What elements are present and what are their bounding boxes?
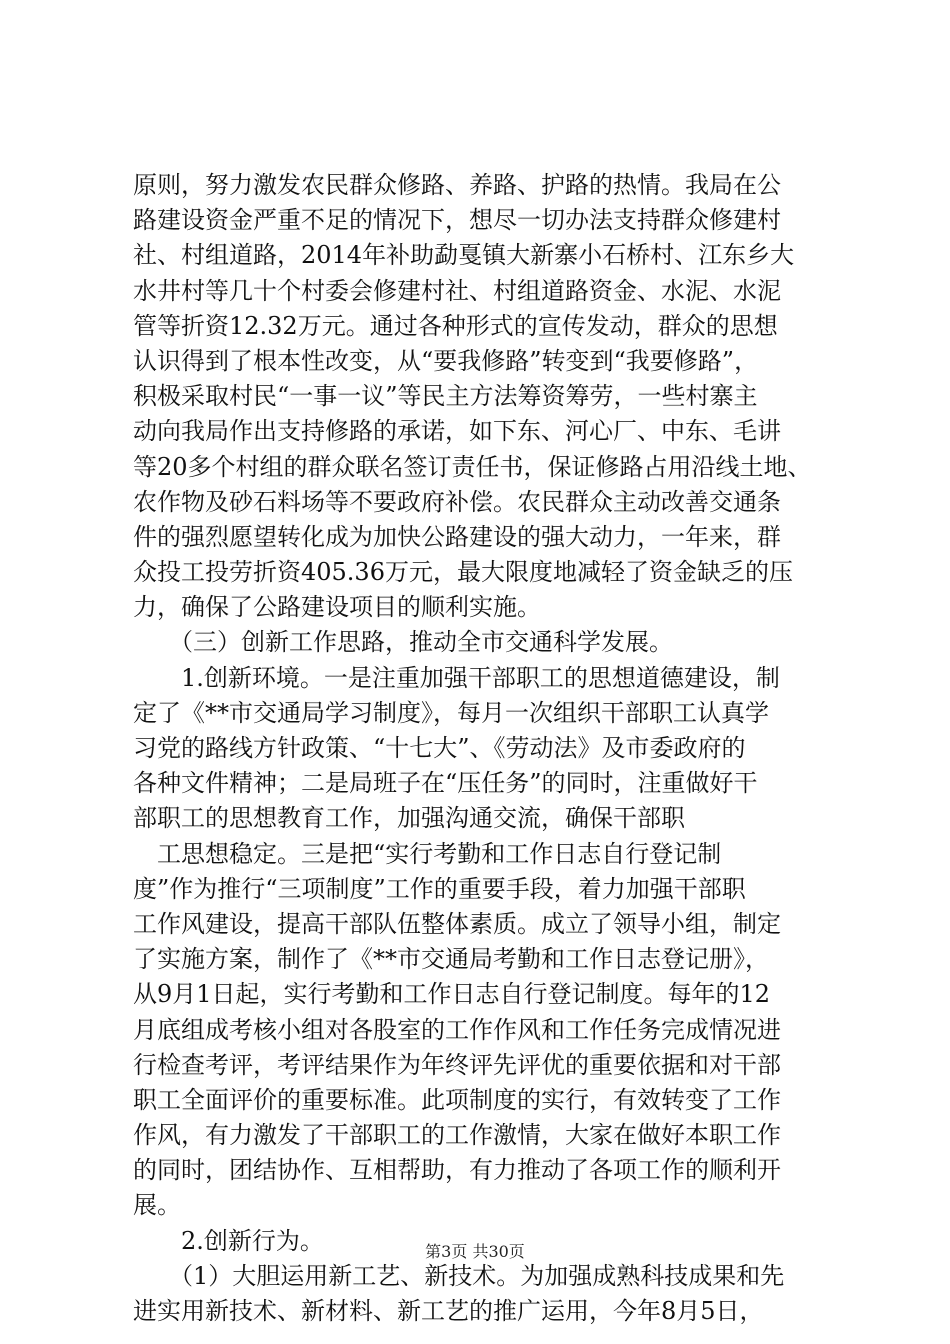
text-line: 工作风建设，提高干部队伍整体素质。成立了领导小组，制定 <box>133 909 781 938</box>
text-line: 职工全面评价的重要标准。此项制度的实行，有效转变了工作 <box>133 1085 781 1114</box>
page-number-footer: 第3页 共30页 <box>425 1242 525 1261</box>
text-line: 从9月1日起，实行考勤和工作日志自行登记制度。每年的12 <box>133 980 771 1009</box>
body-text <box>133 168 833 1329</box>
text-line: 水井村等几十个村委会修建村社、村组道路资金、水泥、水泥 <box>133 276 781 305</box>
text-line: 动向我局作出支持修路的承诺，如下东、河心厂、中东、毛讲 <box>133 417 781 446</box>
text-line: 管等折资12.32万元。通过各种形式的宣传发动，群众的思想 <box>133 311 778 340</box>
text-line: 认识得到了根本性改变，从“要我修路”转变到“我要修路”， <box>133 346 759 375</box>
text-line: 习党的路线方针政策、“十七大”、《劳动法》及市委政府的 <box>133 734 746 762</box>
text-line: 行检查考评，考评结果作为年终评先评优的重要依据和对干部 <box>133 1050 781 1079</box>
text-line: 月底组成考核小组对各股室的工作作风和工作任务完成情况进 <box>133 1015 781 1044</box>
text-line: 展。 <box>133 1191 181 1220</box>
text-line: 社、村组道路，2014年补助勐戛镇大新寨小石桥村、江东乡大 <box>133 241 795 270</box>
text-line: 的同时，团结协作、互相帮助，有力推动了各项工作的顺利开 <box>133 1156 781 1185</box>
text-line: （1）大胆运用新工艺、新技术。为加强成熟科技成果和先 <box>133 1261 785 1290</box>
text-line: 工思想稳定。三是把“实行考勤和工作日志自行登记制 <box>133 839 722 868</box>
text-line: 路建设资金严重不足的情况下，想尽一切办法支持群众修建村 <box>133 206 781 235</box>
text-line: 等20多个村组的群众联名签订责任书，保证修路占用沿线土地、 <box>133 452 812 481</box>
text-line: 农作物及砂石料场等不要政府补偿。农民群众主动改善交通条 <box>133 487 781 516</box>
text-line: 了实施方案，制作了《**市交通局考勤和工作日志登记册》， <box>133 945 769 974</box>
text-line: 积极采取村民“一事一议”等民主方法筹资筹劳，一些村寨主 <box>133 382 758 411</box>
text-line: 度”作为推行“三项制度”工作的重要手段，着力加强干部职 <box>133 874 746 903</box>
text-line: 2.创新行为。 <box>133 1226 324 1255</box>
text-line: 定了《**市交通局学习制度》，每月一次组织干部职工认真学 <box>133 698 769 727</box>
text-line: 进实用新技术、新材料、新工艺的推广运用，今年8月5日， <box>133 1297 764 1325</box>
text-line: 作风，有力激发了干部职工的工作激情，大家在做好本职工作 <box>133 1121 781 1150</box>
text-line: 1.创新环境。一是注重加强干部职工的思想道德建设，制 <box>133 663 780 692</box>
text-line: 件的强烈愿望转化成为加快公路建设的强大动力，一年来，群 <box>133 522 781 551</box>
text-line: 原则，努力激发农民群众修路、养路、护路的热情。我局在公 <box>133 171 781 199</box>
text-line: 部职工的思想教育工作，加强沟通交流，确保干部职 <box>133 804 685 833</box>
text-line: 各种文件精神；二是局班子在“压任务”的同时，注重做好干 <box>133 769 758 798</box>
text-line: 众投工投劳折资405.36万元，最大限度地减轻了资金缺乏的压 <box>133 558 793 587</box>
text-line: （三）创新工作思路，推动全市交通科学发展。 <box>133 628 673 657</box>
text-line: 力，确保了公路建设项目的顺利实施。 <box>133 593 541 622</box>
